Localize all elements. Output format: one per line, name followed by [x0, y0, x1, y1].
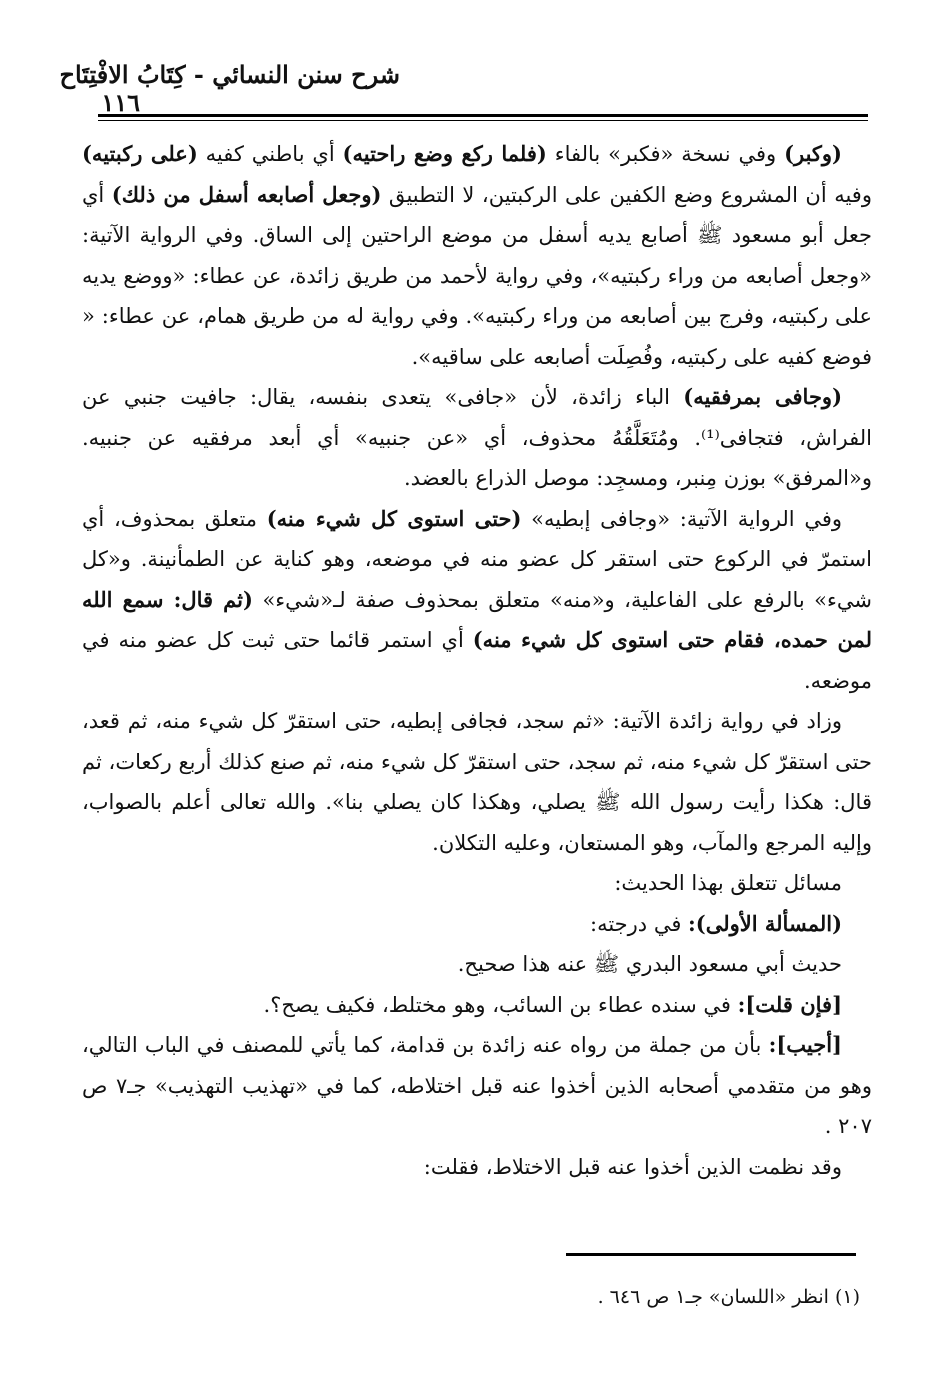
bold-text-segment: [فإن قلت]: [737, 991, 842, 1017]
header-rule-thin [98, 120, 868, 121]
running-header-title: شرح سنن النسائي - كِتَابُ الافْتِتَاح [59, 60, 400, 89]
text-segment: وفي الرواية الآتية: «وجافى إبطيه» [521, 506, 842, 531]
paragraph [82, 904, 872, 945]
bold-text-segment: (فلما ركع وضع راحتيه) [342, 141, 547, 166]
bold-text-segment: (وكبر) [784, 141, 842, 166]
paragraph [82, 863, 872, 904]
page-number: ١١٦ [101, 88, 140, 117]
paragraph [82, 701, 872, 863]
bold-text-segment: (ثم قال: سمع الله لمن حمده، فقام حتى استوى كل شيء منه) [82, 586, 872, 652]
paragraph [82, 1025, 872, 1147]
paragraph [82, 1147, 872, 1188]
text-segment: وفي نسخة «فكبر» بالفاء [546, 142, 785, 166]
body-text [82, 134, 872, 1187]
paragraph [82, 377, 872, 499]
text-segment: وقد نظمت الذين أخذوا عنه قبل الاختلاط، فقلت: [423, 1154, 842, 1179]
text-segment: حديث أبي مسعود البدري ﷺ عنه هذا صحيح. [457, 952, 842, 976]
paragraph [82, 985, 872, 1026]
bold-text-segment: [أجيب]: [768, 1032, 842, 1057]
bold-text-segment: (وجافى بمرفقيه) [683, 384, 843, 409]
text-segment: أي باطني كفيه [197, 142, 343, 166]
text-segment: أي استمر قائما حتى ثبت كل عضو منه في موضعه. [82, 628, 872, 693]
text-segment: في سنده عطاء بن السائب، وهو مختلط، فكيف يصح؟. [263, 992, 738, 1017]
paragraph [82, 499, 872, 702]
text-segment: مسائل تتعلق بهذا الحديث: [614, 871, 842, 895]
bold-text-segment: (على ركبتيه) [82, 141, 198, 166]
bold-text-segment: (المسألة الأولى): [688, 910, 842, 936]
bold-text-segment: (وجعل أصابعه أسفل من ذلك) [111, 181, 382, 207]
text-segment: وفيه أن المشروع وضع الكفين على الركبتين، لا التطبيق [381, 182, 872, 207]
bold-text-segment: (حتى استوى كل شيء منه) [266, 505, 522, 531]
text-segment: الباء زائدة، لأن «جافى» يتعدى بنفسه، يقال: جافيت جنبي عن الفراش، فتجافى⁽¹⁾. ومُتَعَلَّقُهُ محذوف، أي «عن جنبيه» أي أبعد مرفقيه عن جنبيه. و«المرفق» بوزن مِنبر، ومسجِد: موصل الذراع بالعضد. [82, 385, 872, 490]
text-segment: وزاد في رواية زائدة الآتية: «ثم سجد، فجافى إبطيه، حتى استقرّ كل شيء منه، ثم قعد، حتى استقرّ كل شيء منه، ثم سجد، حتى استقرّ كل شيء منه، ثم صنع كذلك أربع ركعات، ثم قال: هكذا رأيت رسول الله ﷺ يصلي، وهكذا كان يصلي بنا». والله تعالى أعلم بالصواب، وإليه المرجع والمآب، وهو المستعان، وعليه التكلان. [82, 709, 872, 855]
text-segment: أي جعل أبو مسعود ﷺ أصابع يديه أسفل من موضع الراحتين إلى الساق. وفي الرواية الآتية: «وجعل أصابعه من وراء ركبتيه»، وفي رواية لأحمد من طريق زائدة، عن عطاء: «ووضع يديه على ركبتيه، وفرج بين أصابعه من وراء ركبتيه». وفي رواية له من طريق همام، عن عطاء: « فوضع كفيه على ركبتيه، وفُصِلَت أصابعه على ساقيه». [82, 182, 872, 369]
footnote-separator [566, 1253, 856, 1256]
header-rule [98, 114, 868, 117]
text-segment: في درجته: [590, 911, 689, 936]
paragraph [82, 944, 872, 985]
text-segment: بأن من جملة من رواه عنه زائدة بن قدامة، كما يأتي للمصنف في الباب التالي، وهو من متقدمي أصحابه الذين أخذوا عنه قبل اختلاطه، كما في «تهذيب التهذيب» جـ٧ ص ٢٠٧ . [82, 1033, 872, 1138]
footnote: (١) انظر «اللسان» جـ١ ص ٦٤٦ . [597, 1286, 860, 1308]
paragraph [82, 134, 872, 377]
text-segment: متعلق بمحذوف، أي استمرّ في الركوع حتى استقر كل عضو منه في موضعه، وهو كناية عن الطمأنينة. و«كل شيء» بالرفع على الفاعلية، و«منه» متعلق بمحذوف صفة لـ«شيء» [82, 506, 873, 612]
